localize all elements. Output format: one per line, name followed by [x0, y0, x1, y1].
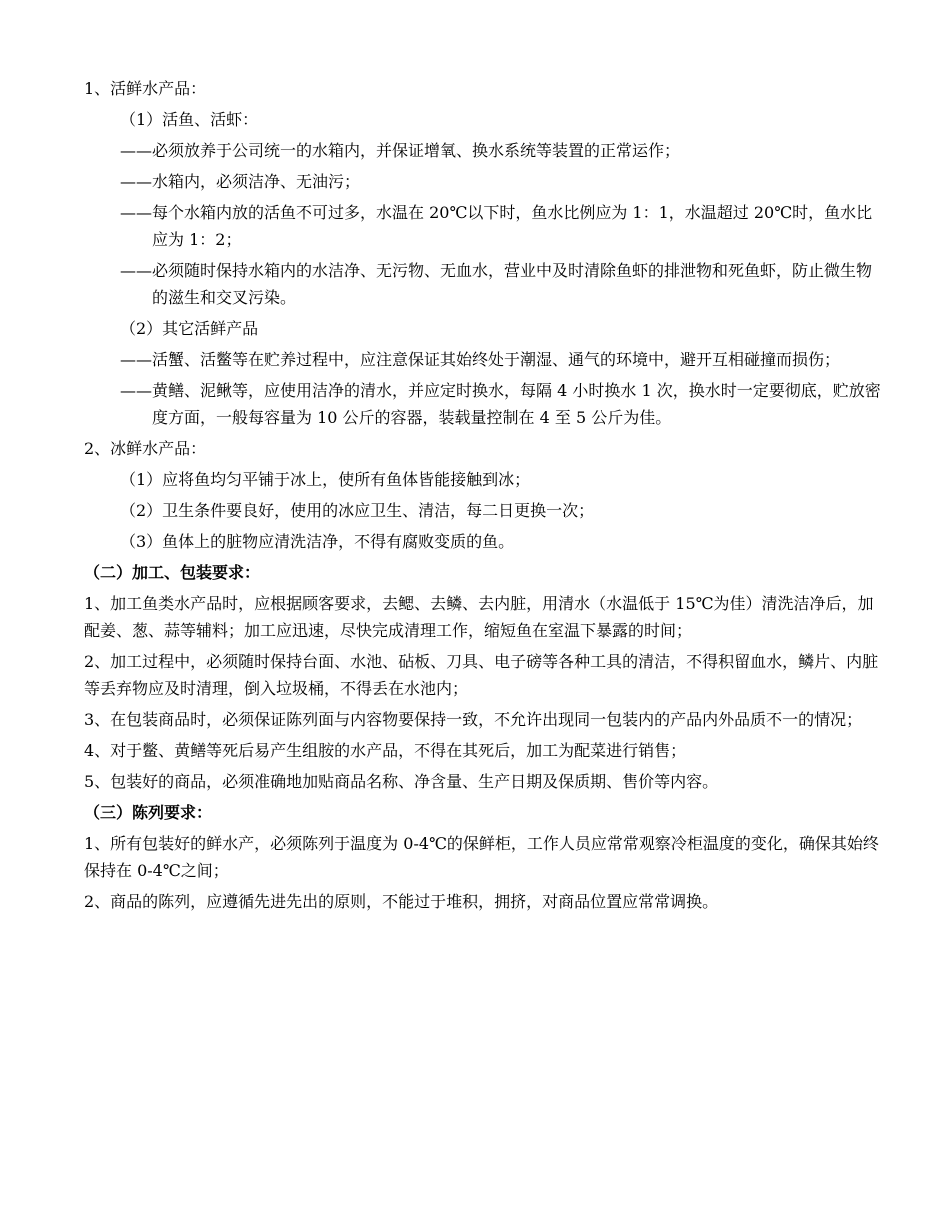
rule-paragraph: 3、在包装商品时，必须保证陈列面与内容物要保持一致，不允许出现同一包装内的产品内外品质不一的情况；: [84, 710, 863, 729]
rule-paragraph: （2）卫生条件要良好，使用的冰应卫生、清洁，每二日更换一次；: [120, 501, 595, 520]
rule-paragraph: ——活蟹、活鳖等在贮养过程中，应注意保证其始终处于潮湿、通气的环境中，避开互相碰撞而损伤；: [120, 350, 841, 369]
rule-paragraph: ——必须放养于公司统一的水箱内，并保证增氧、换水系统等装置的正常运作；: [120, 141, 681, 160]
rule-paragraph: 1、所有包装好的鲜水产，必须陈列于温度为 0-4℃的保鲜柜，工作人员应常常观察冷柜温度的变化，确保其始终保持在 0-4℃之间；: [84, 834, 879, 880]
rule-paragraph: 1、加工鱼类水产品时，应根据顾客要求，去鳃、去鳞、去内脏，用清水（水温低于 15℃为佳）清洗洁净后，加配姜、葱、蒜等辅料；加工应迅速，尽快完成清理工作，缩短鱼在室温下暴露的时间；: [84, 594, 874, 640]
section-heading-processing: （二）加工、包装要求：: [84, 563, 261, 582]
section-heading-live-aquatic: 1、活鲜水产品：: [84, 79, 207, 98]
section-heading-display: （三）陈列要求：: [84, 803, 213, 822]
rule-paragraph: 2、商品的陈列，应遵循先进先出的原则，不能过于堆积，拥挤，对商品位置应常常调换。: [84, 892, 719, 911]
section-heading-iced-aquatic: 2、冰鲜水产品：: [84, 439, 207, 458]
rule-paragraph: ——黄鳝、泥鳅等，应使用洁净的清水，并应定时换水，每隔 4 小时换水 1 次，换水时一定要彻底，贮放密度方面，一般每容量为 10 公斤的容器，装载量控制在 4 至 5 公斤为佳。: [120, 381, 881, 427]
rule-paragraph: ——水箱内，必须洁净、无油污；: [120, 172, 361, 191]
rule-paragraph: 5、包装好的商品，必须准确地加贴商品名称、净含量、生产日期及保质期、售价等内容。: [84, 772, 719, 791]
rule-paragraph: （3）鱼体上的脏物应清洗洁净，不得有腐败变质的鱼。: [120, 532, 515, 551]
document-body: [84, 75, 884, 919]
rule-paragraph: 2、加工过程中，必须随时保持台面、水池、砧板、刀具、电子磅等各种工具的清洁，不得积留血水，鳞片、内脏等丢弃物应及时清理，倒入垃圾桶，不得丢在水池内；: [84, 652, 879, 698]
subheading-other-live: （2）其它活鲜产品: [120, 319, 259, 338]
rule-paragraph: ——必须随时保持水箱内的水洁净、无污物、无血水，营业中及时清除鱼虾的排泄物和死鱼虾，防止微生物的滋生和交叉污染。: [120, 261, 873, 307]
rule-paragraph: （1）应将鱼均匀平铺于冰上，使所有鱼体皆能接触到冰；: [120, 470, 531, 489]
subheading-live-fish-shrimp: （1）活鱼、活虾：: [120, 110, 259, 129]
rule-paragraph: 4、对于鳖、黄鳝等死后易产生组胺的水产品，不得在其死后，加工为配菜进行销售；: [84, 741, 687, 760]
rule-paragraph: ——每个水箱内放的活鱼不可过多，水温在 20℃以下时，鱼水比例应为 1：1，水温超过 20℃时，鱼水比应为 1：2；: [120, 203, 873, 249]
